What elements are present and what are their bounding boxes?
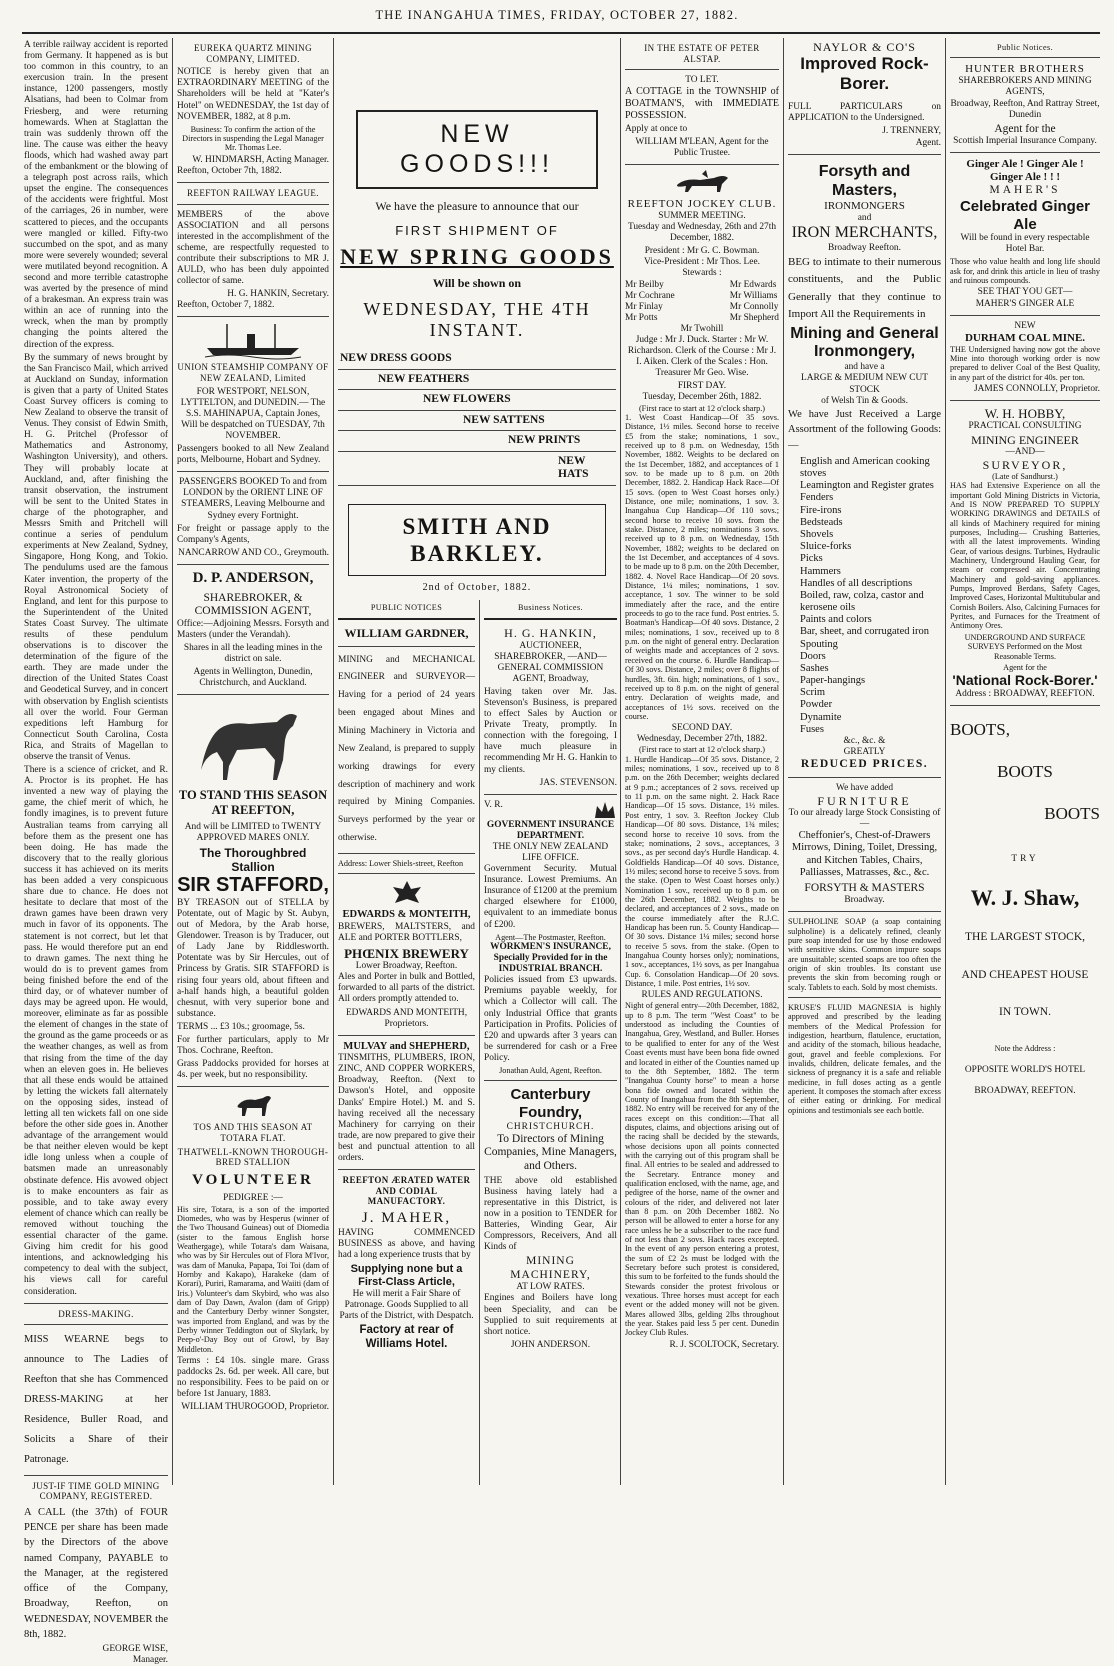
phoenix-brewery: PHŒNIX BREWERY [344, 945, 469, 961]
column-jockey-club [625, 40, 779, 1485]
section-label: PUBLIC NOTICES [370, 603, 443, 612]
boots-1: BOOTS, [950, 719, 1010, 739]
em-signature: EDWARDS AND MONTEITH, Proprietors. [345, 1007, 468, 1029]
eureka-heading: EUREKA QUARTZ MINING COMPANY, LIMITED. [194, 43, 312, 64]
steamship-icon [203, 322, 303, 358]
column-rule [479, 600, 480, 1485]
stewards-label: Stewards : [682, 268, 722, 279]
fm-signature-place: Broadway. [844, 895, 885, 906]
ms-name: MULVAY and SHEPHERD, [343, 1040, 470, 1052]
maher-name: J. MAHER, [361, 1209, 452, 1226]
goods-item: NEW FEATHERS [338, 370, 616, 391]
fm-mining: Mining and General [790, 324, 939, 342]
wi-signature: Jonathan Auld, Agent, Reefton. [499, 1066, 602, 1076]
fm-signature: FORSYTH & MASTERS [804, 881, 925, 894]
celebrated-ginger-ale: Celebrated Ginger Ale [959, 197, 1091, 233]
let-text: A COTTAGE in the TOWNSHIP of BOATMAN'S, with IMMEDIATE POSSESSION. [625, 86, 779, 121]
naylor-signature: J. TRENNERY, [882, 126, 941, 137]
fm-furniture: FURNITURE [817, 793, 912, 808]
hunter-name: HUNTER BROTHERS [965, 63, 1085, 76]
wednesday-date: WEDNESDAY, THE 4TH INSTANT. [363, 298, 591, 340]
column-notices-2 [177, 40, 329, 1485]
naylor-text: FULL PARTICULARS on APPLICATION to the Undersigned. [788, 102, 941, 124]
rjc-president: President : Mr G. C. Bowman. [644, 246, 760, 257]
usc-freight: For freight or passage apply to the Company's Agents, [177, 523, 329, 545]
goods-list [338, 349, 616, 486]
rjc-heading: REEFTON JOCKEY CLUB. [627, 197, 777, 210]
fm-goods-item: Scrim [800, 687, 826, 699]
crown-icon [593, 800, 617, 820]
volunteer-text: His sire, Totara, is a son of the imported Diomedes, who was by Hesperus (winner of the Two Thousand Guineas) out of Diomedia (sister to the famous English horse Weathergage), while Totara's dam Waisana, who was by Sir Hercules out of Flora M'Ivor, was dam of Manuka, Papapa, Toi Toi (dam of Hornby and Kakapo), Harakeke (dam of Korari), Puriri, Ramarama, and Waiiti (dam of Iris.) Volunteer's dam Skybird, who was also dam of Day Dawn, Avalon (dam of Gripp) and the Canterbury Derby winner Songster, was imported from England, and was by the Derby winner Teddington out of Skylark, by Peep-o'-Day Boy out of Growl, by Bay Middleton. [177, 1204, 329, 1354]
article-transit-venus: By the summary of news brought by the San Francisco Mail, which arrived at Auckland on Sunday, information is given that a party of United States Coast Survey officers is coming to New Zealand to observe the transit of Venus. They consist of Edwin Smith, H. G. Pritchel (Professor of Mathematics and Astronomy, Washington University), and others. They will probably locate at Auckland, and, after finishing the transit observation, the instrument will be sent to the United States in charge of the photographer, and Messrs Smith and Pritchell will continue a series of pendulum experiments at New Zealand, Sydney, Singapore, Hong Kong, and Tokio. The pendulums used are the famous Kater invention, the property of the Royal Astronomical Society of England, and lent for this purpose to the Superintendent of the United States Coast Survey. The ultimate results of these pendulum observations is to discover the determination of the figure of the earth. They are made under the direction of the United States Coast and Geodetical Survey, and in concert with observation by English scientists all over the world. Four German expeditions left Hamburg for Connecticut South Carolina, Costa Rica, and Straits of Magellan to observe the transit of Venus. [24, 352, 168, 762]
steward: Mr Shepherd [729, 312, 779, 323]
em-name: EDWARDS & MONTEITH, [342, 909, 471, 921]
hobby-late: (Late of Sandhurst.) [992, 471, 1058, 481]
fm-goods-item: Doors [800, 650, 826, 662]
hankin-name: H. G. HANKIN, [504, 626, 597, 641]
spring-goods: NEW SPRING GOODS [340, 244, 614, 270]
stand-sub: And will be LIMITED to TWENTY APPROVED MARES ONLY. [184, 821, 322, 843]
fm-goods-item: Spouting [800, 638, 838, 650]
wi-text: Policies issued from £3 upwards. Premiums payable weekly, for which a Collector will call. The only Industrial Office that grants Participation in Profits. Policies of £20 and upwards after 3 years can be surrendered for cash or a Free Policy. [484, 975, 617, 1063]
goods-item: NEW DRESS GOODS [338, 349, 616, 370]
fm-name: Forsyth and Masters, [818, 162, 911, 199]
rules-text: Night of general entry—20th December, 1882, up to 8 p.m. The term "West Coast" to be understood as including the Counties of Inangahua, Grey, Westland, and Buller. Horses to be qualified to enter for any of the West Coast events must have been bona fide owned and located in either of the Counties named up to the 8th September, 1882. The term "Inangahua County horse" to mean a horse bona fide owned and located within the County of Inangahua from the 8th September, 1882. No entry will be received for any of the races except on this condition:—That all disputes, claims, and objections arising out of the racing shall be decided by the stewards, whose decisions upon all points connected with the carrying out of this program shall be final. All entries to be sealed and addressed to the Secretary. Entrance money and qualification enclosed, with the name, age, and pedigree of the horse, name of the owner and colours of the rider, and delivered not later than 8 p.m. on 20th December 1882. No person will be allowed to enter a horse for any race unless he be a subscriber to the race fund of not less than 2 sovs. Hack races excepted. In the event of any person entering a protest, the sum of £2 2s must be lodged with the Secretary before such protest is considered, this sum to be forfeited to the funds should the Stewards consider the protest frivolous or vexatious. Three horses must accept for each event or the added money will not be given. Mares allowed 3lbs, gelding 2lbs throughout the year. Stakes paid less 5 per cent. Dunedin Jockey Club Rules. [625, 1001, 779, 1338]
new-label: NEW [1014, 320, 1036, 331]
fm-large: LARGE & MEDIUM NEW CUT STOCK [801, 373, 928, 395]
first-shipment: FIRST SHIPMENT OF [395, 223, 559, 239]
broadway-reefton: BROADWAY, REEFTON. [974, 1086, 1076, 1097]
fm-goods-item: Bedsteads [800, 516, 843, 528]
firm-name: SMITH AND BARKLEY. [348, 504, 606, 576]
cf-city: CHRISTCHURCH. [506, 1121, 595, 1132]
gi-agent: Agent—The Postmaster, Reefton. [495, 932, 606, 942]
hunter-title: SHAREBROKERS AND MINING AGENTS, [958, 76, 1092, 98]
steward: Mr Beilby [625, 279, 664, 290]
maher-text: HAVING COMMENCED BUSINESS as above, and having had a long experience trusts that by [338, 1227, 475, 1260]
eureka-business: Business: To confirm the action of the Directors in suspending the Legal Manager Mr. Thomas Lee. [182, 124, 324, 153]
usc-london: PASSENGERS BOOKED To and from LONDON by the ORIENT LINE OF STEAMERS, Leaving Melbourne and Sydney every Fortnight. [179, 477, 327, 521]
sir-terms: TERMS ... £3 10s.; groomage, 5s. [177, 1021, 305, 1032]
fm-reduced: REDUCED PRICES. [800, 758, 929, 771]
fm-goods-item: Sluice-forks [800, 541, 852, 553]
railway-league-signature: H. G. HANKIN, Secretary. [227, 289, 329, 300]
dpa-agents: Agents in Wellington, Dunedin, Christchurch, and Auckland. [193, 667, 313, 689]
boots-3: BOOTS [1044, 803, 1100, 823]
cheapest-house: AND CHEAPEST HOUSE [961, 968, 1089, 981]
masthead: THE INANGAHUA TIMES, FRIDAY, OCTOBER 27, 1882. [375, 8, 739, 22]
fm-furniture-list: Cheffonier's, Chest-of-Drawers Mirrows, Dining, Toilet, Dressing, and Kitchen Tables, Chairs, Palliasses, Matrasses, &c., &c. [791, 830, 938, 879]
durham-heading: DURHAM COAL MINE. [964, 331, 1086, 344]
eureka-text: NOTICE is hereby given that an EXTRAORDINARY MEETING of the Shareholders will be held at "Kater's Hotel" on WEDNESDAY, the 1st day of NOVEMBER, 1882, at 8 p.m. [177, 67, 329, 122]
section-label: Business Notices. [517, 603, 584, 612]
ga-text: Those who value health and long life should ask for, and drink this article in lieu of trashy and ruinous compounds. [950, 257, 1100, 286]
dpa-name: D. P. ANDERSON, [192, 569, 314, 586]
column-rule [333, 38, 334, 1485]
hobby-name: W. H. HOBBY, [984, 406, 1066, 422]
wi-heading: WORKMEN'S INSURANCE, Specially Provided for in the INDUSTRIAL BRANCH. [490, 942, 611, 975]
let-apply: Apply at once to [625, 123, 688, 134]
note-address: Note the Address : [994, 1043, 1056, 1053]
jtg-signature-title: Manager. [132, 1655, 168, 1666]
to-let: TO LET. [685, 75, 719, 86]
section-label: Public Notices. [996, 43, 1054, 52]
day2-date: Wednesday, December 27th, 1882. [636, 734, 768, 745]
fm-text: BEG to intimate to their numerous constituents, and the Public Generally that they continue to Import All the Requirements in [788, 256, 941, 320]
dpa-shares: Shares in all the leading mines in the district on sale. [183, 642, 323, 664]
in-town: IN TOWN. [999, 1006, 1051, 1019]
fm-goods-item: Powder [800, 699, 833, 711]
jtg-heading: JUST-IF TIME GOLD MINING COMPANY, REGISTERED. [32, 1480, 160, 1502]
jtg-signature: GEORGE WISE, [102, 1643, 168, 1654]
hunter-company: Scottish Imperial Insurance Company. [953, 136, 1097, 147]
railway-league-date: Reefton, October 7, 1882. [177, 300, 275, 311]
hobby-mining-engineer: MINING ENGINEER [971, 432, 1079, 447]
dpa-office: Office:—Adjoining Messrs. Forsyth and Masters (under the Verandah). [177, 618, 329, 640]
largest-stock: THE LARGEST STOCK, [964, 931, 1085, 943]
ga-found: Will be found in every respectable Hotel Bar. [960, 233, 1090, 255]
jtg-text: A CALL (the 37th) of FOUR PENCE per share has been made by the Directors of the above named Company, PAYABLE to the Manager, at the registered office of the Company, Broadway, Reefton, on WEDNESDAY, NOVEMBER the 8th, 1882. [24, 1506, 168, 1640]
hobby-and: —AND— [1005, 446, 1045, 457]
fm-goods-item: Fuses [800, 723, 824, 735]
durham-signature: JAMES CONNOLLY, Proprietor. [974, 384, 1100, 395]
hobby-surveyor: SURVEYOR, [982, 457, 1068, 472]
shaw-name: W. J. Shaw, [970, 885, 1080, 911]
mahers: MAHER'S [989, 184, 1061, 197]
cf-mining: MINING MACHINERY, [510, 1255, 591, 1281]
fm-ironmongers: IRONMONGERS [824, 200, 905, 213]
vr-crest [484, 800, 617, 820]
em-location: Lower Broadway, Reefton. [355, 961, 458, 972]
hobby-underground: UNDERGROUND AND SURFACE SURVEYS Performed on the Most Reasonable Terms. [964, 632, 1086, 661]
cf-to: To Directors of Mining Companies, Mine Managers, and Others. [484, 1132, 617, 1172]
naylor-agent: Agent. [915, 137, 941, 148]
column-rule [945, 38, 946, 1485]
em-ales: Ales and Porter in bulk and Bottled, forwarded to all parts of the district. All orders promptly attended to. [338, 972, 475, 1005]
column-public-notices-right [950, 40, 1100, 1485]
pleasure-text: We have the pleasure to announce that our [375, 199, 579, 213]
gi-sub: THE ONLY NEW ZEALAND LIFE OFFICE. [492, 841, 609, 863]
eureka-signature: W. HINDMARSH, Acting Manager. [192, 154, 329, 165]
kruse-ad: KRUSE'S FLUID MAGNESIA is highly approved and prescribed by the leading members of the Medical Profession for indigestion, heartburn, flatulence, eructation, and acidity of the stomach, bilious headache, gout, gravel and feeble complexions. For invalids, children, delicate females, and the sickness of pregnancy it is a safe and reliable medicine, in full doses acting as a gentle aperient. It composes the stomach after excess of either eating or drinking. For medical opinions and testimonials see each bottle. [788, 1003, 941, 1115]
boots-2: BOOTS [997, 761, 1053, 781]
fm-goods-item: Bar, sheet, and corrugated iron [800, 626, 930, 638]
column-public-notices [338, 600, 475, 1485]
national-rock-borer: 'National Rock-Borer.' [952, 672, 1098, 689]
fm-etc: &c., &c. & [843, 735, 886, 746]
usc-agents: NANCARROW AND CO., Greymouth. [178, 547, 329, 558]
day2-label: SECOND DAY. [671, 723, 733, 734]
small-horse-icon [233, 1092, 273, 1118]
goods-item: NEW HATS [338, 452, 616, 486]
fm-goods-item: Paper-hangings [800, 675, 866, 687]
column-rule [620, 38, 621, 1485]
fm-and: and [857, 213, 872, 224]
stand-heading: TO STAND THIS SEASON AT REEFTON, [178, 788, 328, 818]
gardner-name: WILLIAM GARDNER, [344, 626, 469, 641]
hobby-text: HAS had Extensive Experience on all the important Gold Mining Districts in Victoria, And IS NOW PREPARED TO SUPPLY WORKING DRAWINGS and DETAILS of all kinds of Machinery required for mining purposes, Including— Crushing Batteries, with all the latest improvements. Winding Gear, of various designs. Turbines, Hydraulic Machinery, Underground Hauling Gear, for steam or compressed air. Concentrating Machinery and gold-saving appliances. Pumps, Improved Berdans, Safety Cages, Improved Cases, Horizontal Multitubular and Cornish Boilers. Also, Calcining Furnaces for Pyrites, and Furnaces for the Treatment of Antimony Ores. [950, 481, 1100, 631]
sulpholine-ad: SULPHOLINE SOAP (a soap containing sulpholine) is a delicately refined, cleanly pure soap intended for use by those endowed with sensitive skins. Common impure soaps are unsuitable; scented soaps are too often the origin of skin troubles. Its constant use prevents the skin from becoming rough or scaly. Tablets to each. Sold by most chemists. [788, 917, 941, 992]
steward: Mr Edwards [729, 279, 777, 290]
rules-signature: R. J. SCOLTOCK, Secretary. [669, 1339, 779, 1350]
estate-heading: IN THE ESTATE OF PETER ALSTAP. [644, 43, 760, 64]
fm-address: Broadway Reefton. [828, 243, 901, 254]
usc-text: FOR WESTPORT, NELSON, LYTTELTON, and DUNEDIN.— The S.S. MAHINAPUA, Captain Jones, Will be despatched on TUESDAY, 7th NOVEMBER. [180, 386, 326, 441]
steward: Mr Finlay [625, 301, 663, 312]
officials: Judge : Mr J. Duck. Starter : Mr W. Richardson. Clerk of the Course : Mr J. I. Aiken. Clerk of the Scales : Hon. Treasurer Mr Geo. Wise. [627, 334, 777, 379]
sir-further: For further particulars, apply to Mr Thos. Cochrane, Reefton. [177, 1034, 329, 1057]
column-business-notices [484, 600, 617, 1485]
horse-icon [193, 700, 313, 784]
rules-heading: RULES AND REGULATIONS. [641, 990, 763, 1001]
aerated-heading: REEFTON ÆRATED WATER AND CODIAL MANUFACTORY. [342, 1175, 471, 1207]
rjc-dates: Tuesday and Wednesday, 26th and 27th December, 1882. [627, 222, 777, 244]
fm-goods-item: Hammers [800, 565, 841, 577]
fm-goods-item: Fenders [800, 492, 834, 504]
fm-ironmongery: Ironmongery, [813, 343, 916, 361]
maher-merit: He will merit a Fair Share of Patronage. Goods Supplied to all Parts of the District, with Despatch. [339, 1288, 474, 1321]
hankin-text: Having taken over Mr. Jas. Stevenson's Business, is prepared to effect Sales by Auction or Private Treaty, promptly. In connection with the foregoing, I have much pleasure in recommending Mr H. G. Hankin to my clients. [484, 686, 617, 775]
railway-league-text: MEMBERS of the above ASSOCIATION and all persons interested in the accomplishment of the scheme, are respectfully requested to contribute their subscriptions to MR J. AULD, who has been duly appointed collector of same. [177, 209, 329, 287]
steward: Mr Williams [729, 290, 778, 301]
steward: Mr Potts [625, 312, 658, 323]
jockey-icon [672, 170, 732, 194]
cf-engines: Engines and Boilers have long been Speciality, and can be Supplied to suit requirements at short notice. [484, 1293, 617, 1337]
maher-supply: Supplying none but a First-Class Article, [350, 1262, 463, 1288]
fm-goods-item: Handles of all descriptions [800, 577, 913, 589]
stallion-label: The Thoroughbred Stallion [199, 845, 307, 875]
column-forsyth-masters [788, 40, 941, 1485]
hunter-address: Broadway, Reefton, And Rattray Street, Dunedin [950, 98, 1100, 120]
day1-date: Tuesday, December 26th, 1882. [642, 392, 762, 403]
fm-welch: of Welsh Tin & Goods. [821, 395, 908, 406]
pedigree-label: PEDIGREE :— [223, 1193, 283, 1204]
steward: Mr Twohill [680, 323, 724, 334]
fm-have: and have a [844, 362, 885, 373]
usc-passengers: Passengers booked to all New Zealand ports, Melbourne, Hobart and Sydney. [177, 444, 329, 466]
eureka-date: Reefton, October 7th, 1882. [177, 165, 282, 176]
goods-item: NEW SATTENS [338, 411, 616, 432]
goods-item: NEW PRINTS [338, 431, 616, 452]
gi-text: Government Security. Mutual Insurance. Lowest Premiums. An Insurance of £1200 at the premium charged elsewhere for £1000, equivalent to an immediate bonus of £200. [484, 864, 617, 930]
sir-stafford: SIR STAFFORD, [177, 874, 329, 897]
naylor-heading: NAYLOR & CO'S [813, 40, 916, 54]
gardner-address: Address: Lower Shiels-street, Reefton [338, 858, 464, 868]
fm-goods-item: Dynamite [800, 711, 842, 723]
dpa-title: SHAREBROKER, & COMMISSION AGENT, [194, 591, 312, 618]
ga-see: SEE THAT YOU GET— [977, 287, 1073, 298]
cf-signature: JOHN ANDERSON. [510, 1339, 591, 1350]
hankin-title: AUCTIONEER, SHAREBROKER, —AND— GENERAL COMMISSION AGENT, Broadway, [494, 640, 607, 684]
hobby-practical: PRACTICAL CONSULTING [968, 421, 1082, 432]
maher-factory: Factory at rear of Williams Hotel. [359, 1324, 454, 1350]
masthead-rule [22, 32, 1100, 34]
fm-greatly: GREATLY [843, 747, 886, 758]
day1-start: (First race to start at 12 o'clock sharp.) [638, 403, 766, 413]
column-news [24, 40, 168, 1666]
day2-races: 1. Hurdle Handicap—Of 35 sovs. Distance, 2 miles; nominations, 1 sov., received up to 8 p.m. on the 26th December; weights declared at 9 p.m.; acceptances of 2 sovs. received up to 11 p.m. on the same night. 2. Hack Race Handicap—Of 15 sovs. Distance, 1½ miles. Post entry, 1 sov. 3. Reefton Jockey Club Handicap—Of 80 sovs. Distance, 1¾ miles; second horse to receive 10 sovs. from the stake; nominations, 2 sovs., acceptances, 3 sovs., as per second day's Hurdle Handicap. 4. Goldfields Handicap—Of 40 sovs. Distance, 1½ miles; second horse to receive 5 sovs. from the stake. (Open to West Coast horses only.) Nomination 1 sov., received up to 8 p.m. on the 26th December, 1882. Weights to be declared, and acceptances of 2 sovs., made on the course immediately after the R.J.C. Handicap has been run. 5. County Handicap—Of 30 sovs. Distance 1¼ miles; second horse to receive 5 sovs. from the stake. (Open to Inangahua County horses only); nominations, 1 sov., acceptances, 1½ sovs, as per Inangahua Cup. 6. Consolation Handicap—Of 20 sovs. Distance, 1 mile. Post entries, 1½ sov. [625, 754, 779, 989]
day1-races: 1. West Coast Handicap—Of 35 sovs. Distance, 1½ miles. Second horse to receive £5 from the stake; nominations, 1 sov., received up to 8 p.m. on Wednesday, 15th November, 1882. Weights to be declared on the 1st December, 1882, and acceptances of 1 sov. to be made up to 8 p.m. on 20th December, 1882. 2. Handicap Hack Race—Of 15 sovs. (open to West Coast horses only.) Distance, one mile; nominations, 1 sov. 3. Inangahua Cup Handicap—Of 110 sovs.; second horse to receive 10 sovs. from the stake. Distance, 2 miles; nominations 3 sovs. received up to 8 p.m. on Wednesday, 15th November, 1882; weights to be declared on the 1st December, and acceptances of 4 sovs. to be made up to 8 p.m. on the 20th December, 1882. 4. Novel Race Handicap—Of 20 sovs. Distance, 1¼ miles; nominations, 1 sov. acceptance, 1 sov. The winner to be sold immediately after the race, and the entire proceeds to go to the race fund. Post entries. 5. Boatman's Handicap—Of 40 sovs. Distance, 2 miles; nominations, 1 sov., received up to 8 p.m. on the night of general entry. Declaration of weights made and acceptances of 2 sovs. received on the course. 6. Hurdle Handicap—Of 30 sovs. Distance, 2 miles; over 8 flights of hurdles, 3ft. 6in. high; nominations, of 1 sov., received up to 8 p.m. on the night of general entry. Declaration of weights made, and acceptances of 1½ sovs. received on the course. [625, 412, 779, 721]
fm-goods-item: Fire-irons [800, 504, 842, 516]
dressmaking-text: MISS WEARNE begs to announce to The Ladies of Reefton that she has Commenced DRESS-MAKING at her Residence, Buller Road, and Solicits a Share of their Patronage. [24, 1334, 168, 1465]
fm-goods-item: Shovels [800, 529, 834, 540]
usc-heading: UNION STEAMSHIP COMPANY OF NEW ZEALAND, Limited [177, 362, 329, 383]
railway-league-heading: REEFTON RAILWAY LEAGUE. [187, 187, 319, 198]
crest-icon [387, 879, 427, 905]
steward: Mr Cochrane [625, 290, 675, 301]
ga-mahers: MAHER'S GINGER ALE [975, 298, 1075, 309]
cf-heading: Canterbury Foundry, [510, 1086, 591, 1122]
day2-start: (First race to start at 12 o'clock sharp.) [638, 745, 766, 755]
article-cricket: There is a science of cricket, and R. A. Proctor is its prophet. He has invented a new way of playing the game, the chief merit of which, he fondly imagines, is to prevent future Australian teams from carrying all before them as the present one has been doing. He has made the discovery that to the really glorious success it has achieved on its merits has been added a very conspicuous share due to chance. He does not hesitate to declare that most of the drawn games have been drawn very much in favor of its opponents. The statement is not correct, but let that pass. He would therefore put an end to drawn games. The next thing he would do is to prevent games from being finished before the end of the third day, or of whatever number of days may be agreed upon. He would, moreover, eliminate as far as possible the element of changes in the state of the ground as the game proceeds or as the weather changes, as well as from that rising from the time of the day when an eleven goes in. He believes that all these ends would be attained by letting the wickets fall alternately on the opposing sides, instead of letting all ten wickets fall on one side before the other side goes in. Another advantage of the arrangement would be that neither eleven would be kept idle long unless when a couple of batsmen made an unreasonably obstinate defence. His avowed object is to make encounters as fair as possible, and to take away every element of chance which can really be removed without touching the essential character of the game. Giving him credit for his good intentions, and acknowledging his competency to deal with the subject, his views call for careful consideration. [24, 765, 168, 1297]
gardner-text: MINING and MECHANICAL ENGINEER and SURVEYOR—Having for a period of 24 years been engaged about Mines and Mining Machinery in Victoria and New Zealand, is prepared to supply working drawings for every description of machinery and work required by Mining Companies. Surveys performed by the year or otherwise. [338, 654, 475, 844]
fm-goods-list [788, 456, 941, 736]
durham-text: THE Undersigned having now got the above Mine into thorough working order is now prepared to deliver Coal of the Best Quality, in any part of the district for 40s. per ton. [950, 344, 1100, 382]
naylor-title: Improved Rock-Borer. [800, 54, 929, 94]
sir-text: BY TREASON out of STELLA by Potentate, out of Magic by St. Aubyn, out of Medora, by the Arab horse, Glendower. Treason is by Traducer, out of Lady Jane by Riddlesworth. Potentate was by Sir Hercules, out of Princess by Gratis. SIR STAFFORD is rising four years old, about fifteen and a-half hands high, a beautiful golden chesnut, with very superior bone and substance. [177, 897, 329, 1019]
smith-barkley-advert [338, 40, 616, 593]
cf-rates: AT LOW RATES. [516, 1282, 585, 1293]
fm-assortment: We have Just Received a Large Assortment of the following Goods:— [788, 408, 941, 452]
let-signature: WILLIAM M'LEAN, Agent for the Public Trustee. [635, 136, 769, 158]
volunteer-terms: Terms : £4 10s. single mare. Grass paddocks 2s. 6d. per week. All care, but no responsibility. Fees to be paid on or before 1st January, 1883. [177, 1356, 329, 1400]
tos-sub: THATWELL-KNOWN THOROUGH-BRED STALLION [177, 1146, 329, 1168]
fm-goods-item: Paints and colors [800, 614, 872, 626]
rjc-meeting: SUMMER MEETING. [658, 210, 746, 221]
gi-heading: GOVERNMENT INSURANCE DEPARTMENT. [486, 819, 615, 841]
column-rule [172, 38, 173, 1485]
volunteer-signature: WILLIAM THUROGOOD, Proprietor. [181, 1402, 329, 1413]
hankin-signature: JAS. STEVENSON. [539, 777, 617, 788]
hobby-address: Address : BROADWAY, REEFTON. [955, 688, 1095, 699]
fm-goods-item: Picks [800, 553, 823, 565]
fm-stock: To our already large Stock Consisting of— [788, 807, 941, 830]
goods-item: NEW FLOWERS [338, 390, 616, 411]
fm-goods-item: Boiled, raw, colza, castor and kerosene oils [800, 589, 924, 614]
fm-merchants: IRON MERCHANTS, [791, 224, 938, 242]
rjc-vice: Vice-President : Mr Thos. Lee. [644, 257, 760, 268]
ginger-ale: Ginger Ale ! Ginger Ale ! Ginger Ale ! ! ! [966, 158, 1084, 184]
opposite-hotel: OPPOSITE WORLD'S HOTEL [964, 1065, 1086, 1076]
hunter-agent: Agent for the [994, 122, 1056, 135]
day1-label: FIRST DAY. [677, 381, 727, 392]
vr-label: V. R. [484, 799, 503, 810]
column-rule [783, 38, 784, 1485]
volunteer-title: VOLUNTEER [192, 1171, 314, 1188]
shown-on: Will be shown on [432, 276, 522, 291]
fm-goods-item: English and American cooking stoves [800, 455, 930, 480]
new-goods-banner: NEW GOODS!!! [356, 110, 598, 189]
fm-added: We have added [835, 782, 894, 793]
hobby-agent: Agent for the [1003, 662, 1047, 672]
article-railway: A terrible railway accident is reported from Germany. It happened as is but too common in this country, to an exercusion train. In the present instance, 1200 passengers, mostly Alsatians, had been to Colmar from Friesberg, and were returning homewards. When at Staglattan the train was suddenly thrown off the line. The cause was either the heavy floods, which had washed away part of the embankment or the blowing of a telegraph post across rails, which upset the engine. The consequences of the accidents were frightful. Most of the carriages, 26 in number, were scattered to pieces, and the occupants were mangled or killed. Fifty-two succumbed on the spot, and as many more were severely wounded; several were mutilated beyond recognition. A second and more terrible catastrophe was averted by the presence of mind of a brakesman. An express train was within an ace of running into the wreck, when the man by promptly changing the points altered the direction of the express. [24, 40, 168, 350]
tos-heading: TOS AND THIS SEASON AT TOTARA FLAT. [193, 1122, 313, 1143]
dressmaking-heading: DRESS-MAKING. [58, 1308, 134, 1319]
advert-date: 2nd of October, 1882. [422, 582, 532, 594]
steward: Mr Connolly [729, 301, 779, 312]
fm-goods-item: Sashes [800, 662, 829, 674]
cf-text: THE above old established Business having lately had a representative in this District, is now in a position to TENDER for Batteries, Winding Gear, Air Compressors, Receivers, And all Kinds of [484, 1175, 617, 1253]
stewards-list [625, 280, 779, 324]
sir-grass: Grass Paddocks provided for horses at 4s. per week, but no responsibility. [177, 1059, 329, 1081]
try-label: TRY [1011, 853, 1039, 864]
ms-text: TINSMITHS, PLUMBERS, IRON, ZINC, AND COPPER WORKERS, Broadway, Reefton. (Next to Dawson's Hotel, and opposite Danks' Empire Hotel.) M. and S. having received all the necessary Machinery for carrying on their trade, are now prepared to give their best and punctual attention to all orders. [338, 1053, 475, 1163]
em-text: BREWERS, MALTSTERS, and ALE and PORTER BOTTLERS, [338, 921, 475, 943]
fm-goods-item: Leamington and Register grates [800, 480, 934, 492]
